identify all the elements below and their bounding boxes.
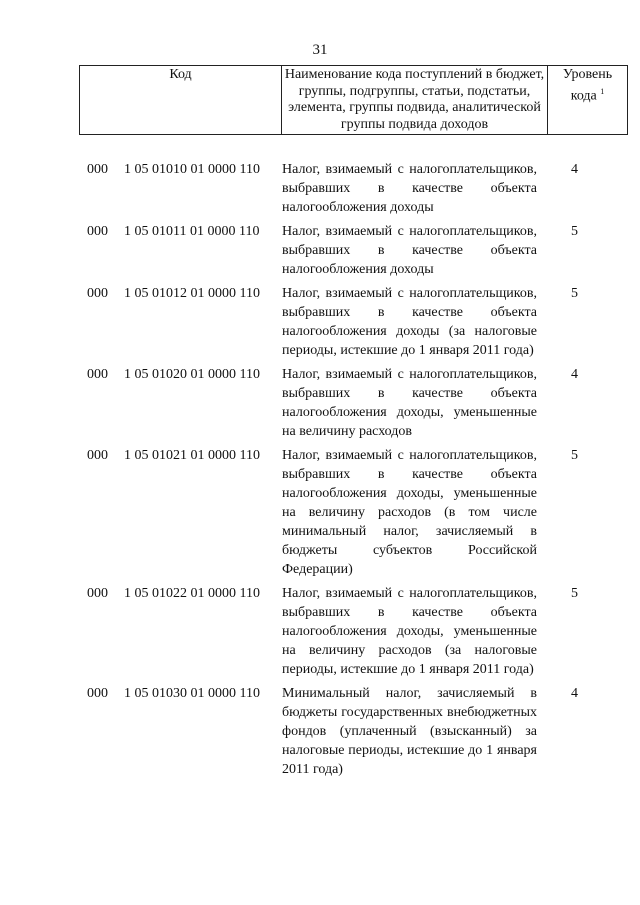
page-number: 31: [312, 42, 328, 58]
table-row: [79, 446, 612, 579]
revenue-code: 1 05 01011 01 0000 110: [124, 224, 260, 239]
revenue-code: 1 05 01021 01 0000 110: [124, 448, 260, 463]
code-level: 5: [571, 586, 578, 601]
revenue-name: Налог, взимаемый с налогоплательщиков, выбравших в качестве объекта налогообложения доходы, уменьшенные на величину расходов: [282, 367, 537, 439]
table-row: [79, 160, 612, 217]
header-code: Код: [80, 66, 282, 135]
table-row: [79, 365, 612, 441]
header-level: [548, 66, 628, 135]
table-body: [79, 160, 612, 784]
admin-code: 000: [87, 686, 108, 701]
code-level: 4: [571, 162, 578, 177]
code-level: 5: [571, 224, 578, 239]
admin-code: 000: [87, 586, 108, 601]
table-row: [79, 684, 612, 779]
header-level-footnote: 1: [600, 86, 605, 96]
admin-code: 000: [87, 367, 108, 382]
revenue-code: 1 05 01020 01 0000 110: [124, 367, 260, 382]
code-level: 5: [571, 448, 578, 463]
header-level-label: Уровень кода: [562, 67, 613, 104]
revenue-code: 1 05 01022 01 0000 110: [124, 586, 260, 601]
code-level: 4: [571, 367, 578, 382]
admin-code: 000: [87, 286, 108, 301]
revenue-code: 1 05 01012 01 0000 110: [124, 286, 260, 301]
revenue-name: Минимальный налог, зачисляемый в бюджеты государственных внебюджетных фондов (уплаченный (взысканный) за налоговые периоды, истекшие до 1 января 2011 года): [282, 686, 537, 777]
revenue-name: Налог, взимаемый с налогоплательщиков, выбравших в качестве объекта налогообложения доходы, уменьшенные на величину расходов (в том числе минимальный налог, зачисляемый в бюджеты субъектов Российской Федерации): [282, 448, 537, 577]
revenue-name: Налог, взимаемый с налогоплательщиков, выбравших в качестве объекта налогообложения доходы: [282, 224, 537, 277]
code-level: 5: [571, 286, 578, 301]
admin-code: 000: [87, 224, 108, 239]
header-name: Наименование кода поступлений в бюджет, группы, подгруппы, статьи, подстатьи, элемента, группы подвида, аналитической группы подвида доходов: [282, 66, 548, 135]
table-row: [79, 284, 612, 360]
table-row: [79, 584, 612, 679]
revenue-code: 1 05 01030 01 0000 110: [124, 686, 260, 701]
revenue-name: Налог, взимаемый с налогоплательщиков, выбравших в качестве объекта налогообложения доходы: [282, 162, 537, 215]
table-header: [79, 65, 628, 135]
admin-code: 000: [87, 162, 108, 177]
code-level: 4: [571, 686, 578, 701]
revenue-name: Налог, взимаемый с налогоплательщиков, выбравших в качестве объекта налогообложения доходы (за налоговые периоды, истекшие до 1 января 2011 года): [282, 286, 537, 358]
revenue-name: Налог, взимаемый с налогоплательщиков, выбравших в качестве объекта налогообложения доходы, уменьшенные на величину расходов (за налоговые периоды, истекшие до 1 января 2011 года): [282, 586, 537, 677]
revenue-code: 1 05 01010 01 0000 110: [124, 162, 260, 177]
admin-code: 000: [87, 448, 108, 463]
table-row: [79, 222, 612, 279]
